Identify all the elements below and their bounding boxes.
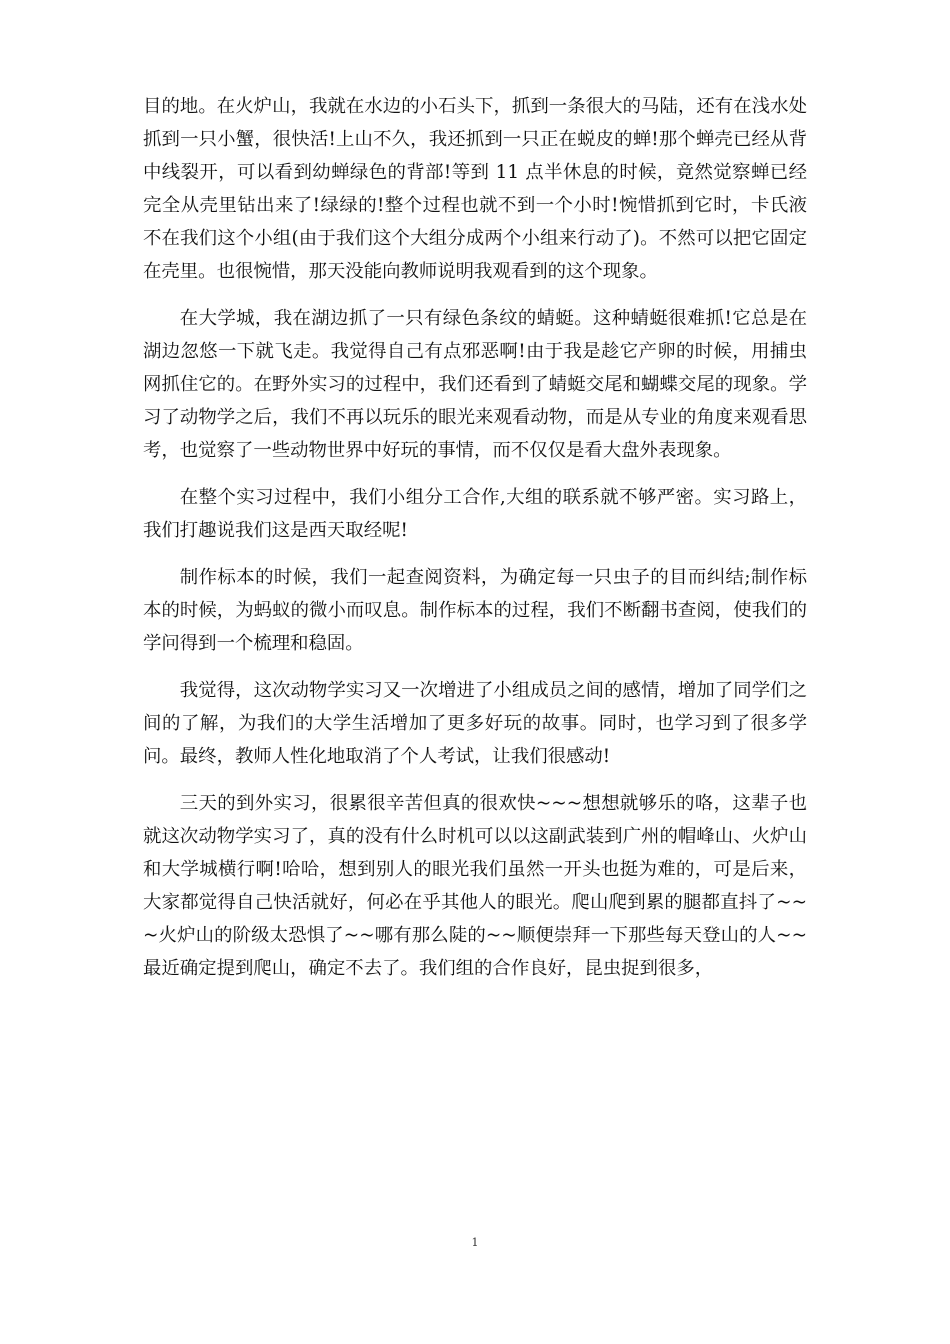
paragraph-2: 在大学城，我在湖边抓了一只有绿色条纹的蜻蜓。这种蜻蜓很难抓!它总是在湖边忽悠一下就飞走。我觉得自己有点邪恶啊!由于我是趁它产卵的时候，用捕虫网抓住它的。在野外实习的过程中，我们还看到了蜻蜓交尾和蝴蝶交尾的现象。学习了动物学之后，我们不再以玩乐的眼光来观看动物，而是从专业的角度来观看思考，也觉察了一些动物世界中好玩的事情，而不仅仅是看大盘外表现象。: [143, 308, 807, 461]
document-body: [143, 90, 807, 999]
paragraph-3: 在整个实习过程中，我们小组分工合作,大组的联系就不够严密。实习路上，我们打趣说我们这是西天取经呢!: [143, 487, 807, 541]
paragraph-4: 制作标本的时候，我们一起查阅资料，为确定每一只虫子的目而纠结;制作标本的时候，为蚂蚁的微小而叹息。制作标本的过程，我们不断翻书查阅，使我们的学问得到一个梳理和稳固。: [143, 567, 807, 654]
paragraph-5: 我觉得，这次动物学实习又一次增进了小组成员之间的感情，增加了同学们之间的了解，为我们的大学生活增加了更多好玩的故事。同时，也学习到了很多学问。最终，教师人性化地取消了个人考试，让我们很感动!: [143, 680, 807, 767]
paragraph-6: 三天的到外实习，很累很辛苦但真的很欢快~~~想想就够乐的咯，这辈子也就这次动物学实习了，真的没有什么时机可以以这副武装到广州的帽峰山、火炉山和大学城横行啊!哈哈，想到别人的眼光我们虽然一开头也挺为难的，可是后来，大家都觉得自己快活就好，何必在乎其他人的眼光。爬山爬到累的腿都直抖了~~~火炉山的阶级太恐惧了~~哪有那么陡的~~顺便崇拜一下那些每天登山的人~~最近确定提到爬山，确定不去了。我们组的合作良好，昆虫捉到很多，: [143, 793, 807, 979]
paragraph-1: 目的地。在火炉山，我就在水边的小石头下，抓到一条很大的马陆，还有在浅水处抓到一只小蟹，很快活!上山不久，我还抓到一只正在蜕皮的蝉!那个蝉壳已经从背中线裂开，可以看到幼蝉绿色的背部!等到 11 点半休息的时候，竟然觉察蝉已经完全从壳里钻出来了!绿绿的!整个过程也就不到一个小时!惋惜抓到它时，卡氏液不在我们这个小组(由于我们这个大组分成两个小组来行动了)。不然可以把它固定在壳里。也很惋惜，那天没能向教师说明我观看到的这个现象。: [143, 96, 807, 282]
page-number: 1: [471, 1236, 479, 1249]
